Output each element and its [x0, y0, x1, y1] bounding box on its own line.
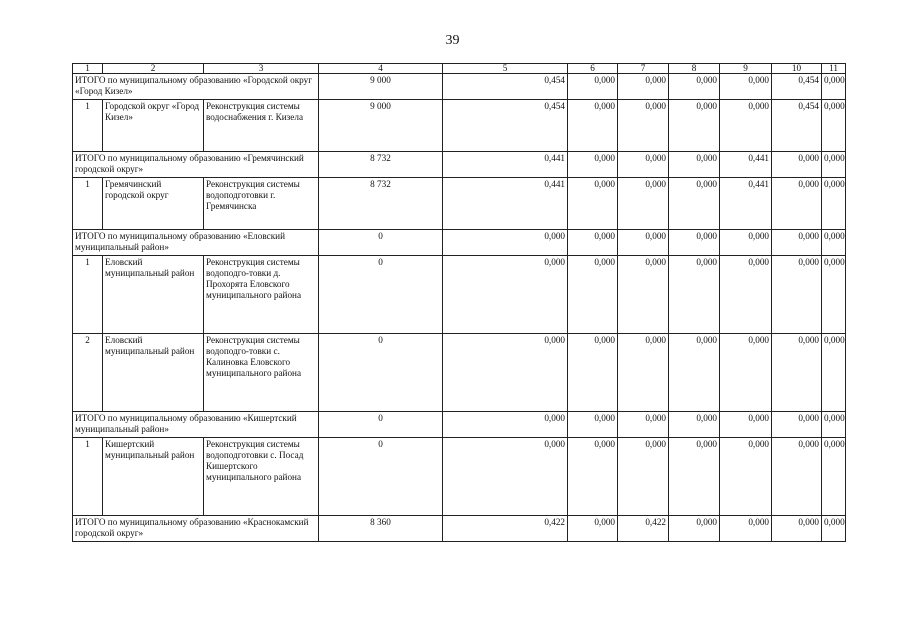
value-cell: 0,000 [720, 256, 772, 334]
budget-table [72, 63, 846, 542]
value-cell: 0,000 [822, 178, 846, 230]
column-header: 9 [720, 64, 772, 74]
municipality-name: Кишертский муниципальный район [103, 438, 204, 516]
value-cell: 0,000 [669, 516, 720, 542]
municipality-name: Еловский муниципальный район [103, 256, 204, 334]
table-row [73, 334, 846, 412]
value-cell: 0,000 [443, 230, 568, 256]
value-cell: 0,000 [822, 412, 846, 438]
value-cell: 0,000 [443, 334, 568, 412]
column-header: 8 [669, 64, 720, 74]
value-cell: 0 [319, 230, 443, 256]
value-cell: 0,000 [568, 74, 618, 100]
table-row [73, 100, 846, 152]
project-description: Реконструкция системы водоподго-товки с. Калиновка Еловского муниципального района [204, 334, 319, 412]
value-cell: 0,000 [618, 412, 669, 438]
value-cell: 0,000 [772, 334, 822, 412]
table-row [73, 438, 846, 516]
municipality-name: Еловский муниципальный район [103, 334, 204, 412]
row-index: 1 [73, 438, 103, 516]
page-number: 39 [445, 33, 460, 48]
total-row [73, 74, 846, 100]
value-cell: 0,000 [772, 516, 822, 542]
value-cell: 0,000 [568, 230, 618, 256]
total-label: ИТОГО по муниципальному образованию «Краснокамский городской округ» [73, 516, 319, 542]
value-cell: 8 732 [319, 152, 443, 178]
value-cell: 0,000 [618, 178, 669, 230]
column-header: 2 [103, 64, 204, 74]
column-header: 7 [618, 64, 669, 74]
value-cell: 0,454 [772, 74, 822, 100]
value-cell: 0,000 [720, 74, 772, 100]
value-cell: 8 360 [319, 516, 443, 542]
value-cell: 0,000 [669, 152, 720, 178]
value-cell: 0,000 [568, 334, 618, 412]
value-cell: 0,000 [669, 438, 720, 516]
row-index: 1 [73, 256, 103, 334]
value-cell: 0,454 [443, 100, 568, 152]
total-label: ИТОГО по муниципальному образованию «Гремячинский городской округ» [73, 152, 319, 178]
column-header: 4 [319, 64, 443, 74]
column-header: 6 [568, 64, 618, 74]
value-cell: 0,000 [822, 230, 846, 256]
value-cell: 0 [319, 412, 443, 438]
column-header: 1 [73, 64, 103, 74]
value-cell: 0,000 [720, 516, 772, 542]
value-cell: 0,000 [443, 438, 568, 516]
value-cell: 0,000 [568, 152, 618, 178]
value-cell: 0,000 [772, 256, 822, 334]
column-number-header [73, 64, 846, 74]
municipality-name: Гремячинский городской округ [103, 178, 204, 230]
value-cell: 0,000 [720, 100, 772, 152]
value-cell: 0,000 [568, 178, 618, 230]
value-cell: 0,454 [772, 100, 822, 152]
value-cell: 0,000 [443, 256, 568, 334]
value-cell: 0,000 [568, 100, 618, 152]
column-header: 10 [772, 64, 822, 74]
value-cell: 0,000 [822, 438, 846, 516]
value-cell: 0,000 [822, 74, 846, 100]
project-description: Реконструкция системы водоподготовки с. Посад Кишертского муниципального района [204, 438, 319, 516]
value-cell: 9 000 [319, 100, 443, 152]
value-cell: 0,000 [568, 516, 618, 542]
value-cell: 0,422 [443, 516, 568, 542]
column-header: 3 [204, 64, 319, 74]
value-cell: 0,000 [618, 152, 669, 178]
value-cell: 0,000 [822, 334, 846, 412]
value-cell: 0,000 [822, 516, 846, 542]
value-cell: 0,000 [669, 178, 720, 230]
value-cell: 0,441 [720, 152, 772, 178]
value-cell: 0 [319, 256, 443, 334]
municipality-name: Городской округ «Город Кизел» [103, 100, 204, 152]
value-cell: 0,000 [822, 152, 846, 178]
value-cell: 0,454 [443, 74, 568, 100]
value-cell: 0,441 [443, 178, 568, 230]
total-label: ИТОГО по муниципальному образованию «Еловский муниципальный район» [73, 230, 319, 256]
value-cell: 0,441 [720, 178, 772, 230]
value-cell: 0,000 [772, 412, 822, 438]
value-cell: 0,000 [772, 152, 822, 178]
value-cell: 0,000 [618, 438, 669, 516]
value-cell: 0,000 [568, 438, 618, 516]
value-cell: 0,422 [618, 516, 669, 542]
table-row [73, 256, 846, 334]
table-row [73, 178, 846, 230]
value-cell: 0,000 [568, 256, 618, 334]
value-cell: 0,000 [669, 412, 720, 438]
column-header: 5 [443, 64, 568, 74]
total-row [73, 230, 846, 256]
project-description: Реконструкция системы водоподго-товки д. Прохорята Еловского муниципального района [204, 256, 319, 334]
total-label: ИТОГО по муниципальному образованию «Городской округ «Город Кизел» [73, 74, 319, 100]
value-cell: 0 [319, 438, 443, 516]
value-cell: 0,000 [568, 412, 618, 438]
value-cell: 0,000 [720, 412, 772, 438]
value-cell: 0,000 [618, 256, 669, 334]
project-description: Реконструкция системы водоподготовки г. Гремячинска [204, 178, 319, 230]
total-row [73, 516, 846, 542]
row-index: 1 [73, 100, 103, 152]
value-cell: 0,000 [618, 100, 669, 152]
value-cell: 0,000 [720, 230, 772, 256]
value-cell: 0,000 [772, 178, 822, 230]
value-cell: 0,000 [618, 230, 669, 256]
row-index: 1 [73, 178, 103, 230]
total-row [73, 412, 846, 438]
value-cell: 0,000 [618, 74, 669, 100]
value-cell: 0,000 [772, 438, 822, 516]
total-row [73, 152, 846, 178]
value-cell: 0,000 [772, 230, 822, 256]
value-cell: 0,000 [822, 100, 846, 152]
value-cell: 0 [319, 334, 443, 412]
total-label: ИТОГО по муниципальному образованию «Кишертский муниципальный район» [73, 412, 319, 438]
value-cell: 0,000 [443, 412, 568, 438]
value-cell: 0,000 [720, 438, 772, 516]
value-cell: 8 732 [319, 178, 443, 230]
value-cell: 0,000 [669, 100, 720, 152]
value-cell: 0,000 [720, 334, 772, 412]
row-index: 2 [73, 334, 103, 412]
value-cell: 0,000 [618, 334, 669, 412]
value-cell: 0,000 [669, 230, 720, 256]
value-cell: 9 000 [319, 74, 443, 100]
value-cell: 0,000 [822, 256, 846, 334]
value-cell: 0,000 [669, 256, 720, 334]
value-cell: 0,441 [443, 152, 568, 178]
column-header: 11 [822, 64, 846, 74]
project-description: Реконструкция системы водоснабжения г. Кизела [204, 100, 319, 152]
value-cell: 0,000 [669, 334, 720, 412]
value-cell: 0,000 [669, 74, 720, 100]
